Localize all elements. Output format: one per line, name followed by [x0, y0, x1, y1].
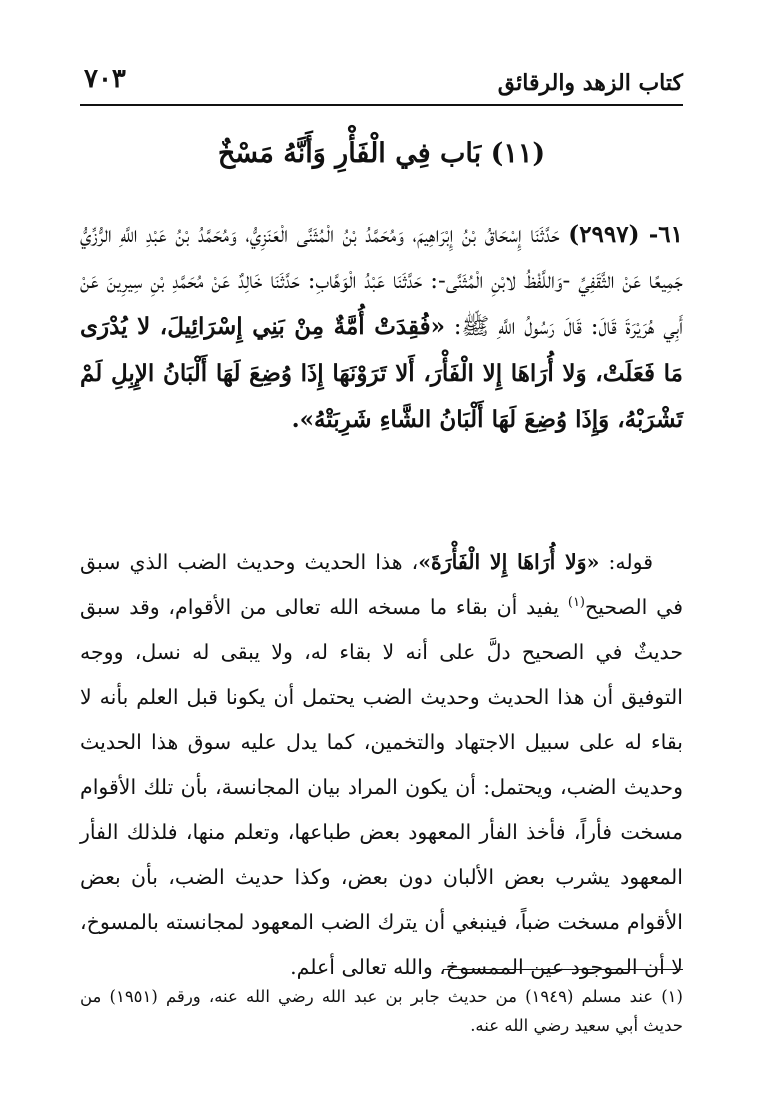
commentary-text-2: يفيد أن بقاء ما مسخه الله تعالى من الأقوام، وقد سبق حديثٌ في الصحيح دلَّ على أنه لا بقاء له، ولا يبقى له نسل، ووجه التوفيق أن هذا الحديث وحديث الضب يحتمل أن يكونا قبل العلم بأنه لا بقاء له على سبيل الاجتهاد والتخمين، كما يدل عليه سوق هذا الحديث وحديث الضب، ويحتمل: أن يكون المراد بيان المجانسة، بأن تلك الأقوام مسخت فأراً، فأخذ الفأر المعهود بعض طباعها، وتعلم منها، فلذلك الفأر المعهود يشرب بعض الألبان دون بعض، وكذا حديث الضب، بأن بعض الأقوام مسخت ضباً، فينبغي أن يترك الضب المعهود لمجانسته بالمسوخ، لا أن الموجود عين الممسوخ، والله تعالى أعلم. [80, 595, 683, 979]
footnote-ref[interactable]: (١) [567, 595, 585, 611]
footnote: (١) عند مسلم (١٩٤٩) من حديث جابر بن عبد الله رضي الله عنه، ورقم (١٩٥١) من حديث أبي سعيد رضي الله عنه. [80, 987, 683, 1035]
hadith-matn: «فُقِدَتْ أُمَّةٌ مِنْ بَنِي إِسْرَائِيلَ، لا يُدْرَى مَا فَعَلَتْ، وَلا أُرَاهَا إِلا الْفَأْرَ، أَلا تَرَوْنَهَا إِذَا وُضِعَ لَهَا أَلْبَانُ الإِبِلِ لَمْ تَشْرَبْهُ، وَإِذَا وُضِعَ لَهَا أَلْبَانُ الشَّاءِ شَرِبَتْهُ». [80, 313, 683, 433]
hadith-isnad: حَدَّثَنَا إِسْحَاقُ بْنُ إِبْرَاهِيمَ، وَمُحَمَّدُ بْنُ الْمُثَنَّى الْعَنَزِيُّ، وَمُحَمَّدُ بْنُ عَبْدِ اللَّهِ الرُّزِّيُّ جَمِيعًا عَنْ الثَّقَفِيِّ -وَاللَّفْظُ لابْنِ الْمُثَنَّى-: حَدَّثَنَا عَبْدُ الْوَهَّابِ: حَدَّثَنَا خَالِدٌ عَنْ مُحَمَّدِ بْنِ سِيرِينَ عَنْ أَبِي هُرَيْرَةَ قَالَ: قَالَ رَسُولُ اللَّهِ ﷺ: [80, 222, 683, 340]
hadith-number: ٦١- (٢٩٩٧) [568, 221, 683, 248]
commentary-quote: «وَلا أُرَاهَا إِلا الْفَأْرَةَ» [418, 550, 600, 574]
running-title: كتاب الزهد والرقائق [497, 70, 683, 96]
commentary-paragraph [80, 540, 683, 990]
hadith-text [80, 212, 683, 444]
page-number: ٧٠٣ [84, 64, 126, 94]
commentary-lead: قوله: [599, 550, 653, 574]
chapter-heading: (١١) بَاب فِي الْفَأْرِ وَأَنَّهُ مَسْخٌ [217, 138, 546, 169]
commentary-text-1: ، هذا الحديث وحديث الضب الذي سبق في الصحيح [80, 550, 684, 619]
page-header [80, 58, 683, 106]
footnote-divider [443, 969, 683, 970]
